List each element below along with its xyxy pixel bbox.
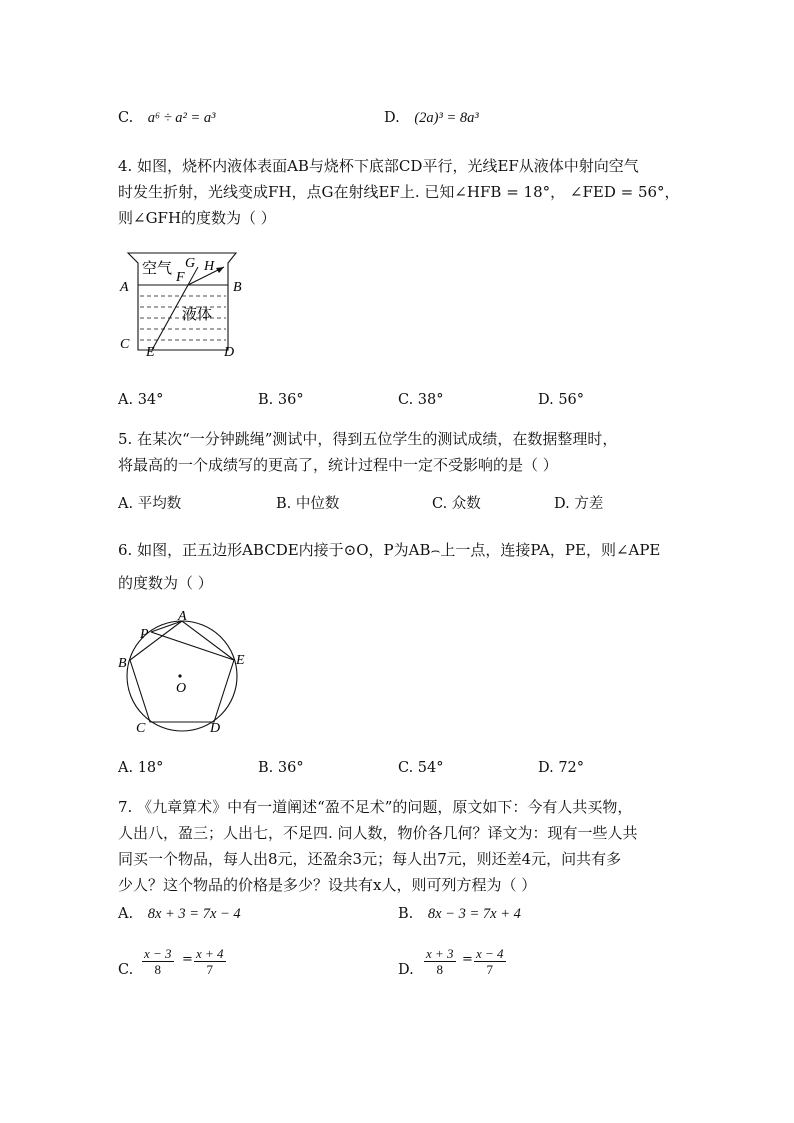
segment-pe <box>151 632 234 660</box>
label-e: E <box>236 653 245 668</box>
q4-text-line-2: 时发生折射，光线变成FH，点G在射线EF上. 已知∠HFB = 18°， ∠FED = 56°， <box>118 183 680 201</box>
q7-text-line-2: 人出八，盈三；人出七，不足四. 问人数，物价各几何？译文为：现有一些人共 <box>118 824 638 842</box>
fraction-numerator: x − 3 <box>144 946 172 961</box>
q7-option-d-equals: = <box>462 952 473 967</box>
q3-option-c-label: C. <box>118 110 134 126</box>
center-point-o <box>178 674 181 677</box>
q4-text-line-3: 则∠GFH的度数为（ ） <box>118 209 276 227</box>
q6-text-line-1: 6. 如图，正五边形ABCDE内接于⊙O，P为AB⌢上一点，连接PA，PE，则∠APE <box>118 541 661 559</box>
fraction-numerator: x − 4 <box>476 946 504 961</box>
q4-option-c[interactable]: C. 38° <box>398 392 444 408</box>
q7-option-b[interactable] <box>398 906 521 923</box>
q3-option-d-expr: (2a)³ = 8a³ <box>414 110 479 126</box>
q7-option-d-label: D. <box>398 962 414 978</box>
label-h: H <box>204 259 215 274</box>
q6-option-d[interactable]: D. 72° <box>538 760 585 776</box>
q4-option-b[interactable]: B. 36° <box>258 392 304 408</box>
label-c: C <box>120 337 130 352</box>
label-d: D <box>224 345 235 360</box>
q7-option-c-label: C. <box>118 962 134 978</box>
fraction-denominator: 8 <box>154 962 162 977</box>
q7-option-c-fraction-2 <box>194 946 226 977</box>
label-o: O <box>176 681 187 696</box>
fraction-numerator: x + 3 <box>426 946 454 961</box>
fraction-denominator: 8 <box>436 962 444 977</box>
label-a: A <box>120 280 129 295</box>
q7-option-b-label: B. <box>398 906 414 922</box>
q5-text-line-1: 5. 在某次“一分钟跳绳”测试中，得到五位学生的测试成绩，在数据整理时， <box>118 430 618 448</box>
label-e: E <box>146 345 155 360</box>
q4-option-d[interactable]: D. 56° <box>538 392 585 408</box>
label-c: C <box>136 721 146 736</box>
q4-beaker-figure <box>112 245 252 360</box>
label-g: G <box>185 256 196 271</box>
q6-option-a[interactable]: A. 18° <box>118 760 164 776</box>
q3-option-d-label: D. <box>384 110 400 126</box>
label-f: F <box>176 270 185 285</box>
q6-pentagon-figure <box>112 608 252 738</box>
label-d: D <box>210 721 221 736</box>
label-p: P <box>140 627 149 642</box>
q7-option-a[interactable] <box>118 906 241 923</box>
fraction-numerator: x + 4 <box>196 946 224 961</box>
fraction-denominator: 7 <box>486 962 494 977</box>
q7-text-line-4: 少人？这个物品的价格是多少？设共有x人，则可列方程为（ ） <box>118 876 537 894</box>
label-b: B <box>118 656 127 671</box>
q6-option-c[interactable]: C. 54° <box>398 760 444 776</box>
q7-option-a-label: A. <box>118 906 134 922</box>
q7-option-a-expr: 8x + 3 = 7x − 4 <box>147 906 241 922</box>
label-air: 空气 <box>142 261 173 277</box>
q7-option-d-fraction-1 <box>424 946 456 977</box>
q3-option-c[interactable] <box>118 110 216 127</box>
q6-option-b[interactable]: B. 36° <box>258 760 304 776</box>
label-a: A <box>178 609 187 624</box>
q5-option-d[interactable]: D. 方差 <box>554 496 604 512</box>
q7-option-d-fraction-2 <box>474 946 506 977</box>
q7-option-c-fraction-1 <box>142 946 174 977</box>
q5-option-c[interactable]: C. 众数 <box>432 496 481 512</box>
q4-text-line-1: 4. 如图，烧杯内液体表面AB与烧杯下底部CD平行，光线EF从液体中射向空气 <box>118 157 639 175</box>
label-b: B <box>233 280 242 295</box>
q5-option-b[interactable]: B. 中位数 <box>276 496 340 512</box>
q7-option-c-equals: = <box>182 952 193 967</box>
q5-text-line-2: 将最高的一个成绩写的更高了，统计过程中一定不受影响的是（ ） <box>118 456 558 474</box>
q5-option-a[interactable]: A. 平均数 <box>118 496 182 512</box>
q6-text-line-2: 的度数为（ ） <box>118 574 213 592</box>
q3-option-c-expr: a⁶ ÷ a² = a³ <box>147 110 216 126</box>
q7-text-line-3: 同买一个物品，每人出8元，还盈余3元；每人出7元，则还差4元，问共有多 <box>118 850 622 868</box>
q4-option-a[interactable]: A. 34° <box>118 392 164 408</box>
fraction-denominator: 7 <box>206 962 214 977</box>
q3-option-d[interactable] <box>384 110 479 127</box>
q7-option-b-expr: 8x − 3 = 7x + 4 <box>427 906 521 922</box>
q7-text-line-1: 7. 《九章算术》中有一道阐述“盈不足术”的问题，原文如下：今有人共买物， <box>118 798 633 816</box>
label-liquid: 液体 <box>182 307 213 323</box>
